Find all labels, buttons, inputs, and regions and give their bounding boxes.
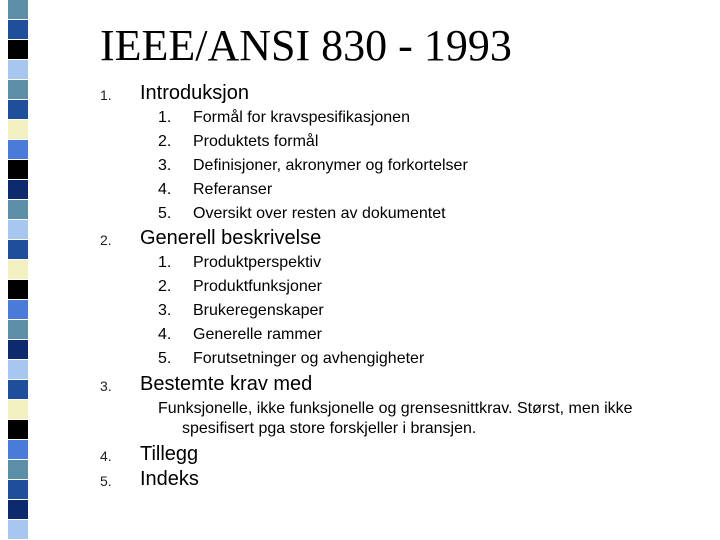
subitem-text: Oversikt over resten av dokumentet [193, 205, 446, 222]
stripe-block [8, 440, 28, 459]
stripe-block [8, 420, 28, 439]
decorative-color-stripe [8, 0, 28, 540]
section-heading-introduksjon: Introduksjon [140, 82, 249, 104]
section-number: 2. [100, 232, 112, 248]
subitem-text: Formål for kravspesifikasjonen [193, 109, 410, 126]
subitem-number: 4. [158, 181, 172, 198]
slide-title: IEEE/ANSI 830 - 1993 [100, 21, 512, 70]
stripe-block [8, 0, 28, 19]
subitem-text: Produktfunksjoner [193, 278, 322, 295]
stripe-block [8, 460, 28, 479]
stripe-block [8, 120, 28, 139]
subitem-text: Produktperspektiv [193, 254, 322, 271]
section-heading-tillegg: Tillegg [140, 443, 199, 465]
stripe-block [8, 520, 28, 539]
section-note-line: spesifisert pga store forskjeller i bransjen. [182, 420, 477, 437]
subitem-number: 1. [158, 254, 172, 271]
stripe-block [8, 180, 28, 199]
stripe-block [8, 160, 28, 179]
stripe-block [8, 500, 28, 519]
section-note-line: Funksjonelle, ikke funksjonelle og grensesnittkrav. Størst, men ikke [158, 400, 633, 417]
subitem-text: Produktets formål [193, 133, 319, 150]
stripe-block [8, 400, 28, 419]
section-heading-generell-beskrivelse: Generell beskrivelse [140, 227, 322, 249]
section-heading-indeks: Indeks [140, 468, 199, 490]
section-number: 5. [100, 473, 112, 489]
subitem-text: Referanser [193, 181, 273, 198]
section-number: 1. [100, 87, 112, 103]
section-number: 3. [100, 378, 112, 394]
stripe-block [8, 240, 28, 259]
stripe-block [8, 320, 28, 339]
subitem-number: 3. [158, 302, 172, 319]
stripe-block [8, 480, 28, 499]
stripe-block [8, 60, 28, 79]
stripe-block [8, 40, 28, 59]
stripe-block [8, 300, 28, 319]
subitem-text: Brukeregenskaper [193, 302, 324, 319]
stripe-block [8, 20, 28, 39]
stripe-block [8, 260, 28, 279]
stripe-block [8, 140, 28, 159]
subitem-number: 3. [158, 157, 172, 174]
subitem-text: Generelle rammer [193, 326, 322, 343]
subitem-number: 5. [158, 205, 172, 222]
stripe-block [8, 80, 28, 99]
subitem-number: 2. [158, 133, 172, 150]
stripe-block [8, 280, 28, 299]
subitem-number: 5. [158, 350, 172, 367]
subitem-text: Definisjoner, akronymer og forkortelser [193, 157, 468, 174]
subitem-text: Forutsetninger og avhengigheter [193, 350, 425, 367]
stripe-block [8, 340, 28, 359]
stripe-block [8, 360, 28, 379]
subitem-number: 2. [158, 278, 172, 295]
subitem-number: 1. [158, 109, 172, 126]
subitem-number: 4. [158, 326, 172, 343]
stripe-block [8, 100, 28, 119]
stripe-block [8, 220, 28, 239]
stripe-block [8, 200, 28, 219]
section-number: 4. [100, 448, 112, 464]
section-heading-bestemte-krav: Bestemte krav med [140, 373, 313, 395]
stripe-block [8, 380, 28, 399]
